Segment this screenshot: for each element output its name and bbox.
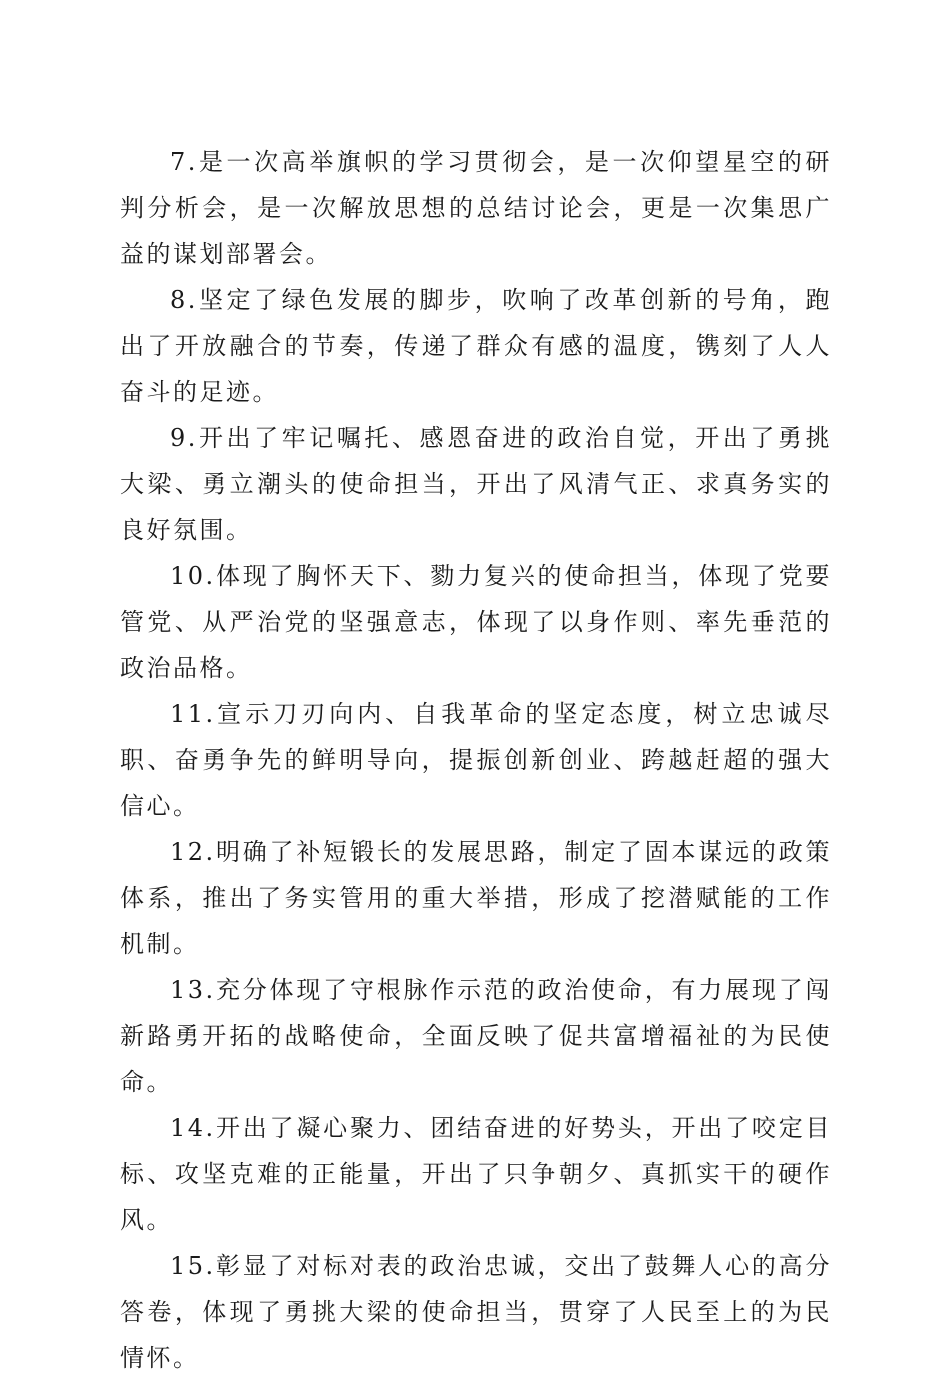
paragraph-11: 11.宣示刀刃向内、自我革命的坚定态度，树立忠诚尽职、奋勇争先的鲜明导向，提振创新创业、跨越赶超的强大信心。 [120, 700, 832, 820]
paragraph-9: 9.开出了牢记嘱托、感恩奋进的政治自觉，开出了勇挑大梁、勇立潮头的使命担当，开出了风清气正、求真务实的良好氛围。 [120, 424, 832, 544]
paragraph-8: 8.坚定了绿色发展的脚步，吹响了改革创新的号角，跑出了开放融合的节奏，传递了群众有感的温度，镌刻了人人奋斗的足迹。 [120, 286, 832, 406]
paragraph-13: 13.充分体现了守根脉作示范的政治使命，有力展现了闯新路勇开拓的战略使命，全面反映了促共富增福祉的为民使命。 [120, 976, 832, 1096]
paragraph-15: 15.彰显了对标对表的政治忠诚，交出了鼓舞人心的高分答卷，体现了勇挑大梁的使命担当，贯穿了人民至上的为民情怀。 [120, 1252, 832, 1372]
paragraph-12: 12.明确了补短锻长的发展思路，制定了固本谋远的政策体系，推出了务实管用的重大举措，形成了挖潜赋能的工作机制。 [120, 838, 832, 958]
paragraph-14: 14.开出了凝心聚力、团结奋进的好势头，开出了咬定目标、攻坚克难的正能量，开出了只争朝夕、真抓实干的硬作风。 [120, 1114, 832, 1234]
document-body [120, 139, 832, 1381]
paragraph-10: 10.体现了胸怀天下、勠力复兴的使命担当，体现了党要管党、从严治党的坚强意志，体现了以身作则、率先垂范的政治品格。 [120, 562, 832, 682]
paragraph-7: 7.是一次高举旗帜的学习贯彻会，是一次仰望星空的研判分析会，是一次解放思想的总结讨论会，更是一次集思广益的谋划部署会。 [120, 148, 832, 268]
